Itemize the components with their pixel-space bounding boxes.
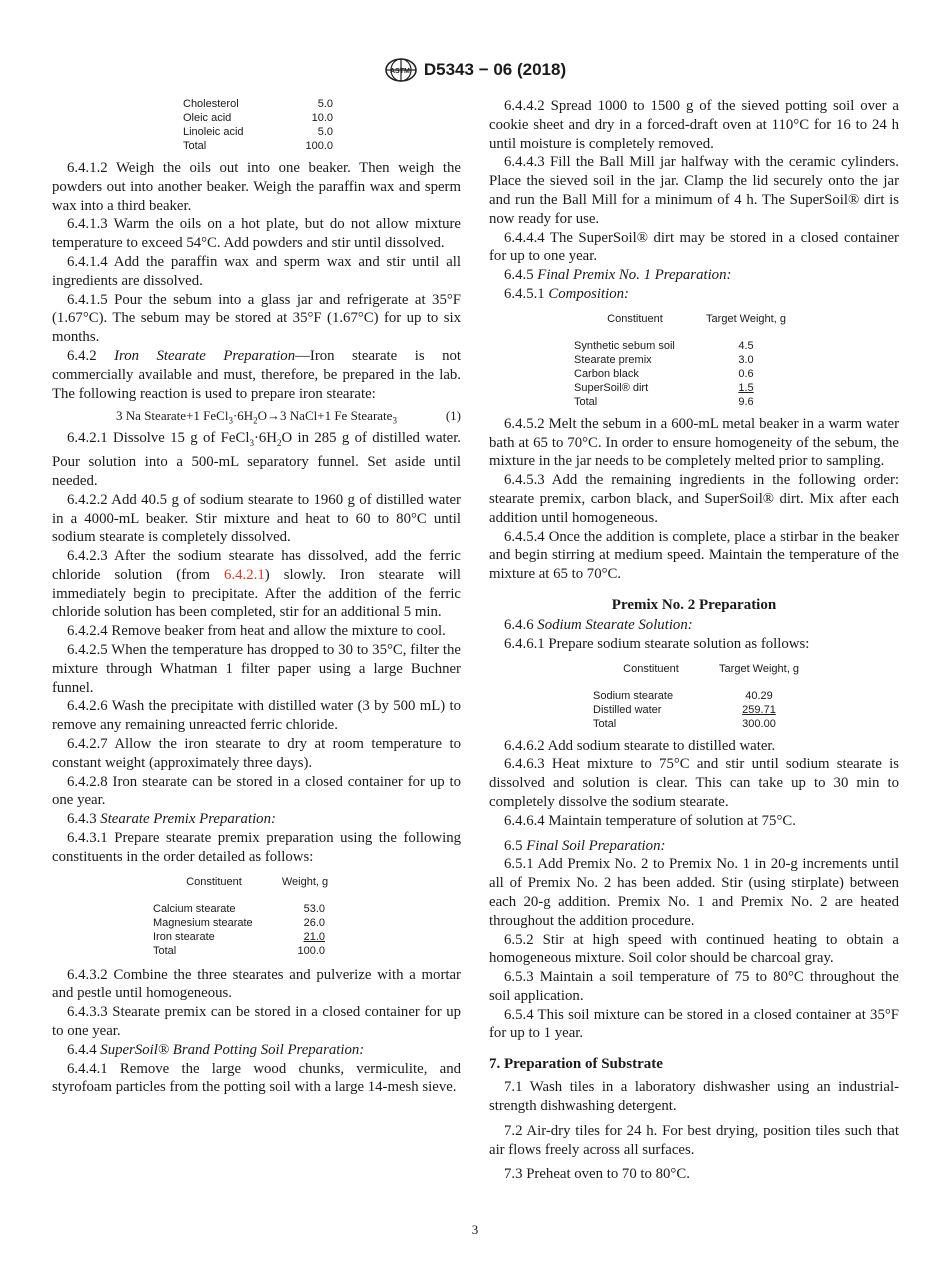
para-6-4-4-2: 6.4.4.2 Spread 1000 to 1500 g of the sieved potting soil over a cookie sheet and dry in a forced-draft oven at 110°C for 16 to 24 h until moisture is completely removed.: [489, 98, 899, 152]
para-6-4-5: 6.4.5 Final Premix No. 1 Preparation:: [504, 267, 732, 284]
para-6-4-2: 6.4.2 Iron Stearate Preparation—Iron stearate is not commercially available and must, therefore, be prepared in the lab. The following reaction is used to prepare iron stearate:: [52, 347, 461, 402]
table-row: Iron stearate 21.0: [153, 930, 325, 943]
para-6-4-5-4: 6.4.5.4 Once the addition is complete, place a stirbar in the beaker and begin stirring at medium speed. Maintain the temperature of the mixture at 65 to 70°C.: [489, 528, 899, 583]
para-6-5-1: 6.5.1 Add Premix No. 2 to Premix No. 1 in 20-g increments until all of Premix No. 2 has been added. Stir (using stirplate) between each 20-g addition. Premix No. 1 and Premix No. 2 are heated throughout the addition procedure.: [489, 856, 899, 929]
para-6-5-4: 6.5.4 This soil mixture can be stored in a closed container at 35°F for up to 1 year.: [489, 1006, 899, 1042]
para-6-5-3: 6.5.3 Maintain a soil temperature of 75 to 80°C throughout the soil application.: [489, 969, 899, 1004]
para-6-4-3-1: 6.4.3.1 Prepare stearate premix preparation using the following constituents in the order detailed as follows:: [52, 830, 461, 865]
para-6-4-6-2: 6.4.6.2 Add sodium stearate to distilled water.: [504, 737, 776, 754]
page-header: [0, 58, 950, 82]
para-6-4-2-4: 6.4.2.4 Remove beaker from heat and allow the mixture to cool.: [67, 623, 446, 640]
svg-text:ASTM: ASTM: [389, 68, 410, 75]
para-6-4-4-3: 6.4.4.3 Fill the Ball Mill jar halfway with the ceramic cylinders. Place the sieved soil in the jar. Clamp the lid securely onto the jar and run the Ball Mill for a minimum of 4 h. The SuperSoil® dirt is now ready for use.: [489, 154, 899, 227]
para-6-4-2-5: 6.4.2.5 When the temperature has dropped to 30 to 35°C, filter the mixture through Whatman 1 filter paper using a large Buchner funnel.: [52, 642, 461, 696]
para-6-4-2-1: 6.4.2.1 Dissolve 15 g of $FeCl_3\cdot 6H_2O$ in 285 g of distilled water. Pour solution into a 500-mL separatory funnel. Set aside until needed.: [52, 430, 462, 489]
stearate-premix-table: [153, 875, 335, 958]
para-6-4-3-2: 6.4.3.2 Combine the three stearates and pulverize with a mortar and pestle until homogeneous.: [52, 966, 461, 1002]
para-6-4-1-3: 6.4.1.3 Warm the oils on a hot plate, but do not allow mixture temperature to exceed 54°C. Add powders and stir until dissolved.: [52, 216, 461, 252]
lipids-table: [183, 97, 333, 153]
table-row: Total 100.0: [183, 140, 333, 152]
para-6-5-2: 6.5.2 Stir at high speed with continued heating to obtain a homogeneous mixture. Soil color should be charcoal gray.: [489, 931, 899, 967]
table-row: Total 100.0: [153, 944, 325, 957]
table-row: Cholesterol 5.0: [183, 98, 333, 110]
para-6-4-1-5: 6.4.1.5 Pour the sebum into a glass jar and refrigerate at 35°F (1.67°C). The sebum may be stored at 35°F (1.67°C) for up to six months.: [52, 291, 461, 346]
para-6-5: 6.5 Final Soil Preparation:: [504, 837, 666, 854]
para-6-4-6-3: 6.4.6.3 Heat mixture to 75°C and stir until sodium stearate is dissolved and solution is clear. This can take up to 30 min to completely dissolve the sodium stearate.: [489, 756, 899, 810]
para-6-4-3-3: 6.4.3.3 Stearate premix can be stored in a closed container for up to one year.: [52, 1004, 461, 1040]
para-6-4-5-1: 6.4.5.1 Composition:: [504, 285, 629, 302]
para-6-4-4-4: 6.4.4.4 The SuperSoil® dirt may be stored in a closed container for up to one year.: [489, 229, 899, 265]
section-7-heading: 7. Preparation of Substrate: [489, 1056, 663, 1073]
table-row: Oleic acid 10.0: [183, 112, 333, 124]
para-6-4-2-2: 6.4.2.2 Add 40.5 g of sodium stearate to 1960 g of distilled water in a 4000-mL beaker. Stir mixture and heat to 60 to 80°C until sodium stearate is completely dissolved.: [52, 491, 461, 546]
sodium-stearate-table: [593, 662, 809, 731]
table-row: Linoleic acid 5.0: [183, 126, 333, 138]
table-row: Calcium stearate 53.0: [153, 902, 325, 915]
table-row: Sodium stearate 40.29: [593, 689, 773, 702]
para-6-4-6-1: 6.4.6.1 Prepare sodium stearate solution as follows:: [504, 635, 810, 652]
right-column: [489, 97, 899, 1184]
para-6-4-2-8: 6.4.2.8 Iron stearate can be stored in a closed container for up to one year.: [52, 773, 461, 809]
para-6-4-1-4: 6.4.1.4 Add the paraffin wax and sperm wax and stir until all ingredients are dissolved.: [52, 253, 461, 289]
para-7-3: 7.3 Preheat oven to 70 to 80°C.: [504, 1166, 690, 1183]
document-designation: D5343 − 06 (2018): [423, 60, 567, 79]
para-6-4-5-2: 6.4.5.2 Melt the sebum in a 600-mL metal beaker in a warm water bath at 65 to 70°C. In order to ensure homogeneity of the sebum, the mixture in the jar needs to be completely melted prior to sampling.: [489, 415, 899, 470]
table-row: Carbon black 0.6: [574, 367, 754, 380]
para-6-4-2-3: 6.4.2.3 After the sodium stearate has dissolved, add the ferric chloride solution (from 6.4.2.1) slowly. Iron stearate will immediately begin to precipitate. After the addition of the ferric chloride solution has been completed, stir for an additional 5 min.: [52, 548, 461, 621]
para-6-4-6-4: 6.4.6.4 Maintain temperature of solution at 75°C.: [504, 812, 796, 829]
table-row: SuperSoil® dirt 1.5: [574, 381, 754, 394]
para-7-2: 7.2 Air-dry tiles for 24 h. For best drying, position tiles such that air flows freely across all surfaces.: [489, 1122, 899, 1158]
final-premix-1-table: [574, 312, 796, 409]
para-6-4-4: 6.4.4 SuperSoil® Brand Potting Soil Preparation:: [67, 1041, 365, 1058]
section-link-6-4-2-1[interactable]: 6.4.2.1: [224, 566, 265, 583]
table-row: Total 300.00: [593, 717, 776, 730]
reaction-equation: 3 Na Stearate+1 $FeCl_3\cdot 6H_2O\to 3$ NaCl+1 Fe Stearate$_3$ (1): [116, 407, 461, 426]
table-row: Stearate premix 3.0: [574, 353, 754, 366]
table-header-row: Constituent Target Weight, g: [623, 662, 799, 675]
table-row: Synthetic sebum soil 4.5: [574, 339, 754, 352]
equation-number: (1): [445, 408, 461, 424]
table-row: Distilled water 259.71: [593, 703, 776, 716]
para-6-4-1-2: 6.4.1.2 Weigh the oils out into one beaker. Then weigh the powders out into another beaker. Weigh the paraffin wax and sperm wax into a third beaker.: [52, 160, 461, 214]
left-column: [52, 97, 461, 1097]
astm-logo-icon: [384, 57, 418, 83]
para-6-4-2-6: 6.4.2.6 Wash the precipitate with distilled water (3 by 500 mL) to remove any remaining unreacted ferric chloride.: [52, 698, 461, 734]
table-row: Magnesium stearate 26.0: [153, 916, 325, 929]
para-6-4-3: 6.4.3 Stearate Premix Preparation:: [67, 811, 276, 828]
para-6-4-5-3: 6.4.5.3 Add the remaining ingredients in the following order: stearate premix, carbon black, and SuperSoil® dirt. Mix after each addition until homogeneous.: [489, 472, 899, 526]
page-number: 3: [471, 1222, 479, 1237]
para-6-4-6: 6.4.6 Sodium Stearate Solution:: [504, 616, 693, 633]
table-header-row: Constituent Weight, g: [186, 875, 329, 888]
para-6-4-2-7: 6.4.2.7 Allow the iron stearate to dry at room temperature to constant weight (approximately three days).: [52, 736, 461, 771]
para-6-4-4-1: 6.4.4.1 Remove the large wood chunks, vermiculite, and styrofoam particles from the potting soil with a large 14-mesh sieve.: [52, 1060, 461, 1096]
para-7-1: 7.1 Wash tiles in a laboratory dishwasher using an industrial-strength dishwashing detergent.: [489, 1079, 899, 1115]
table-row: Total 9.6: [574, 395, 754, 408]
table-header-row: Constituent Target Weight, g: [607, 312, 786, 325]
premix-2-heading: Premix No. 2 Preparation: [611, 596, 777, 613]
